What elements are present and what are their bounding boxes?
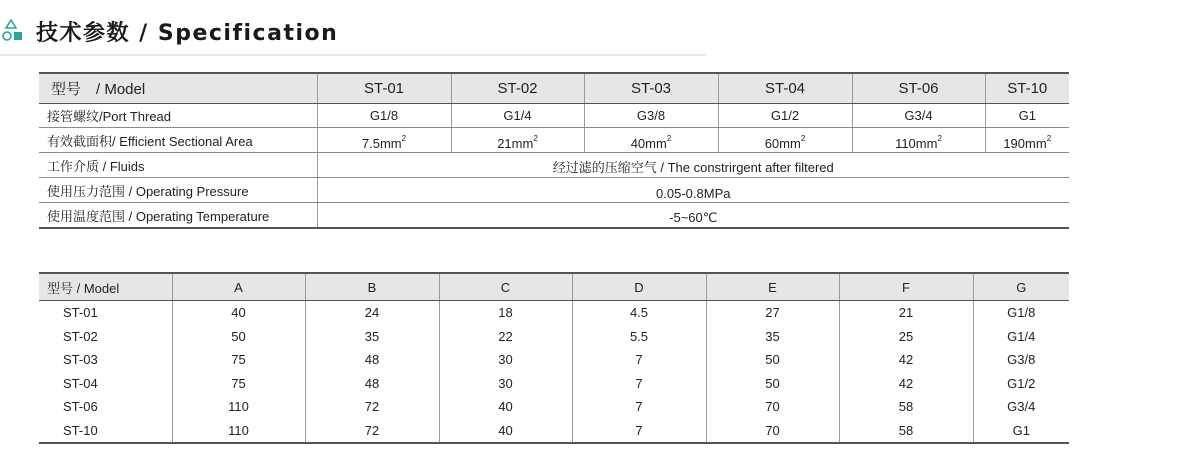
spec-row-port-thread — [39, 104, 1069, 128]
spec-temperature-value: -5~60℃ — [317, 203, 1069, 229]
dims-value-cell: G1/2 — [1007, 375, 1036, 391]
dims-header-e: E — [706, 273, 839, 301]
spec-cell — [451, 128, 584, 153]
dims-header-a: A — [172, 273, 305, 301]
table-row — [39, 301, 1069, 325]
dims-header-row — [39, 273, 1069, 301]
spec-fluids-value: 经过滤的压缩空气 / The constrirgent after filtered — [317, 153, 1069, 178]
spec-label: 工作介质 / Fluids — [39, 153, 317, 178]
header-divider — [0, 54, 706, 56]
spec-cell: G1 — [985, 104, 1069, 128]
spec-label: 使用压力范围 / Operating Pressure — [39, 178, 317, 203]
spec-label: 使用温度范围 / Operating Temperature — [39, 203, 317, 229]
dims-value-cell: G1/4 — [1007, 328, 1036, 344]
dims-value-cell: 75 — [172, 372, 305, 396]
area-unit-sup: 2 — [401, 134, 407, 143]
dims-value-cell: 72 — [305, 419, 439, 444]
spec-cell — [718, 128, 852, 153]
dims-value-cell: 48 — [305, 348, 439, 372]
spec-cell — [584, 128, 718, 153]
area-unit-sup: 2 — [1046, 134, 1052, 143]
dims-header-c: C — [439, 273, 572, 301]
dims-model-cell: ST-03 — [39, 348, 172, 372]
dims-value-cell: 7 — [572, 348, 706, 372]
spec-cell: G3/4 — [852, 104, 985, 128]
dims-value-cell: 70 — [706, 395, 839, 419]
dims-value-cell: 110 — [172, 419, 305, 444]
spec-cell: G1/2 — [718, 104, 852, 128]
table-row — [39, 372, 1069, 396]
dims-value-cell: 35 — [706, 325, 839, 349]
dims-header-g: G — [973, 273, 1069, 301]
dims-value-cell: 30 — [439, 372, 572, 396]
spec-header-row — [39, 73, 1069, 104]
area-unit-sup: 2 — [666, 134, 672, 143]
spec-pressure-value: 0.05-0.8MPa — [317, 178, 1069, 203]
spec-cell — [985, 128, 1069, 153]
table-row — [39, 419, 1069, 444]
area-unit: mm — [1025, 136, 1047, 151]
spec-header-st01: ST-01 — [317, 73, 451, 104]
spec-row-fluids — [39, 153, 1069, 178]
dims-body — [39, 301, 1069, 444]
dims-value-cell: 40 — [439, 419, 572, 444]
area-unit: mm — [915, 136, 938, 151]
dims-value-cell: 18 — [439, 301, 572, 325]
dims-value-cell: 5.5 — [572, 325, 706, 349]
dims-value-cell: 40 — [439, 395, 572, 419]
area-unit: mm — [379, 136, 402, 151]
dims-model-cell: ST-01 — [39, 301, 172, 325]
spec-header-st10: ST-10 — [985, 73, 1069, 104]
area-unit: mm — [779, 136, 801, 151]
spec-table — [39, 72, 1069, 229]
dims-value-cell: 58 — [839, 419, 973, 444]
spec-cell — [852, 128, 985, 153]
dimensions-table — [39, 272, 1069, 444]
spec-label: 接管螺纹/Port Thread — [39, 104, 317, 128]
table-row — [39, 395, 1069, 419]
dims-header-model: 型号 / Model — [39, 273, 172, 301]
area-value: 110 — [895, 136, 916, 151]
area-value: 190 — [1003, 136, 1026, 151]
dims-value-cell: 22 — [439, 325, 572, 349]
area-value: 40 — [630, 136, 646, 151]
dims-value-cell: 40 — [172, 301, 305, 325]
dims-value-cell: G1 — [973, 419, 1069, 444]
dims-model-cell: ST-06 — [39, 395, 172, 419]
section-header — [0, 14, 720, 48]
spec-row-temperature — [39, 203, 1069, 229]
dims-value-cell: 72 — [305, 395, 439, 419]
dims-value-cell: 110 — [172, 395, 305, 419]
dims-value-cell: 24 — [305, 301, 439, 325]
area-unit-sup: 2 — [800, 134, 806, 143]
dims-value-cell: 4.5 — [572, 301, 706, 325]
area-value: 7.5 — [361, 136, 380, 151]
dims-value-cell: 30 — [439, 348, 572, 372]
table-row — [39, 348, 1069, 372]
spec-header-st04: ST-04 — [718, 73, 852, 104]
dims-value-cell: G3/4 — [1007, 399, 1036, 415]
dims-value-cell: G3/8 — [1007, 352, 1036, 368]
spec-header-st03: ST-03 — [584, 73, 718, 104]
dims-value-cell: 70 — [706, 419, 839, 444]
dims-value-cell: 25 — [839, 325, 973, 349]
dims-value-cell: 50 — [172, 325, 305, 349]
spec-cell: G3/8 — [584, 104, 718, 128]
spec-cell — [317, 128, 451, 153]
dims-model-cell: ST-04 — [39, 372, 172, 396]
area-value: 21 — [497, 136, 512, 151]
dims-header-f: F — [839, 273, 973, 301]
spec-row-sectional-area — [39, 128, 1069, 153]
spec-header-st02: ST-02 — [451, 73, 584, 104]
spec-row-pressure — [39, 178, 1069, 203]
dims-value-cell: 42 — [839, 372, 973, 396]
dims-header-d: D — [572, 273, 706, 301]
dims-value-cell: 35 — [305, 325, 439, 349]
dims-value-cell: 58 — [839, 395, 973, 419]
triangle-circle-square-icon — [2, 19, 24, 43]
dims-value-cell: 27 — [706, 301, 839, 325]
spec-header-st06: ST-06 — [852, 73, 985, 104]
dims-value-cell: 75 — [172, 348, 305, 372]
area-unit-sup: 2 — [937, 134, 942, 143]
area-value: 60 — [764, 136, 780, 151]
spec-label: 有效截面积/ Efficient Sectional Area — [39, 128, 317, 153]
spec-cell: G1/8 — [317, 104, 451, 128]
dims-value-cell: 48 — [305, 372, 439, 396]
dims-model-cell: ST-02 — [39, 325, 172, 349]
spec-header-model: 型号 / Model — [39, 73, 317, 104]
dims-model-cell: ST-10 — [39, 419, 172, 444]
dims-value-cell: 50 — [706, 348, 839, 372]
page-title: 技术参数 / Specification — [36, 20, 339, 46]
table-row — [39, 325, 1069, 349]
dims-value-cell: G1/8 — [1007, 305, 1036, 321]
area-unit-sup: 2 — [533, 134, 538, 143]
dims-value-cell: 7 — [572, 419, 706, 444]
dims-value-cell: 7 — [572, 395, 706, 419]
dims-header-b: B — [305, 273, 439, 301]
dims-value-cell: 7 — [572, 372, 706, 396]
area-unit: mm — [645, 136, 667, 151]
dims-value-cell: 21 — [839, 301, 973, 325]
area-unit: mm — [511, 136, 534, 151]
dims-value-cell: 42 — [839, 348, 973, 372]
dims-value-cell: 50 — [706, 372, 839, 396]
spec-cell: G1/4 — [451, 104, 584, 128]
